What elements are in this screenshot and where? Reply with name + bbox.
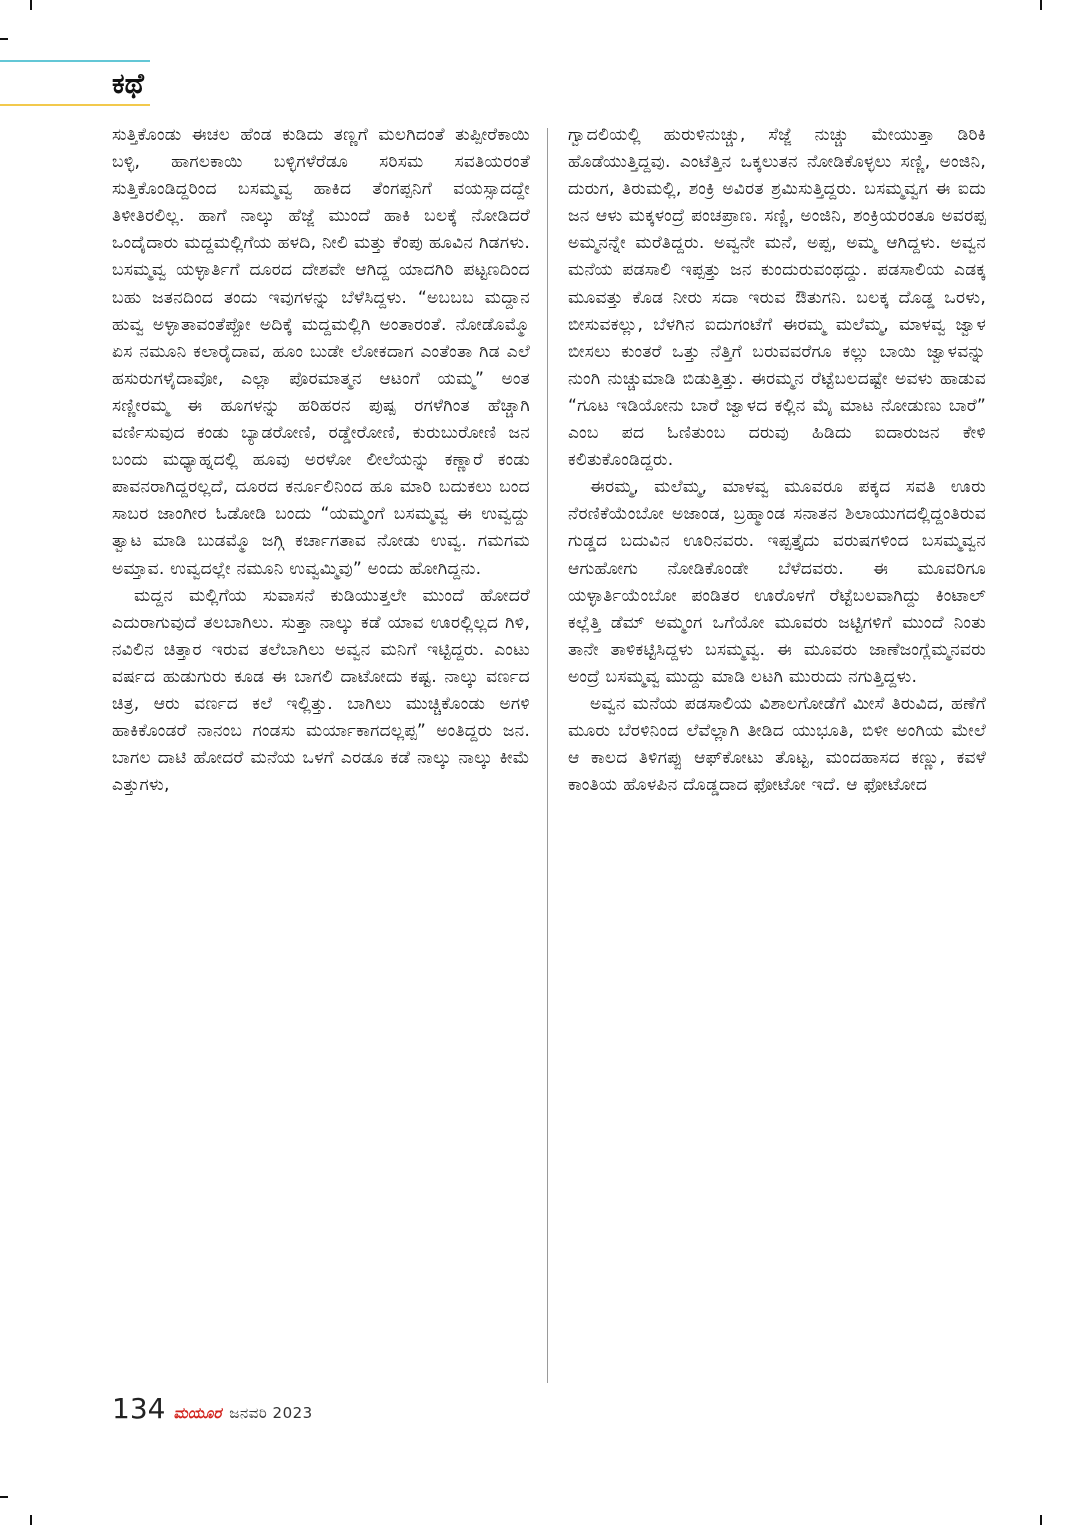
crop-mark-left-upper xyxy=(0,38,8,40)
issue-date: ಜನವರಿ 2023 xyxy=(229,1404,313,1422)
crop-mark-top-right xyxy=(1040,0,1042,10)
crop-mark-bottom-left xyxy=(30,1515,32,1525)
paragraph: ಈರಮ್ಮ, ಮಲೆಮ್ಮ, ಮಾಳವ್ವ ಮೂವರೂ ಪಕ್ಕದ ಸವತಿ ಊರು ನೆರಣಿಕೆಯೆಂಬೋ ಅಜಾಂಡ, ಬ್ರಹ್ಮಾಂಡ ಸನಾತನ ಶಿಲಾಯುಗದಲ್ಲಿದ್ದಂತಿರುವ ಗುಡ್ಡದ ಬದುವಿನ ಊರಿನವರು. ಇಪ್ಪತ್ತೈದು ವರುಷಗಳಿಂದ ಬಸಮ್ಮವ್ವನ ಆಗುಹೋಗು ನೋಡಿಕೊಂಡೇ ಬೆಳೆದವರು. ಈ ಮೂವರಿಗೂ ಯಳ್ಳಾರ್ತಿಯೆಂಬೋ ಪಂಡಿತರ ಊರೊಳಗೆ ರೆಟ್ಟೆಬಲವಾಗಿದ್ದು ಕಿಂಟಾಲ್ ಕಲ್ಲೆತ್ತಿ ಡೆಮ್ ಅಮ್ಮಂಗ ಒಗೆಯೋ ಮೂವರು ಜಟ್ಟಿಗಳಿಗೆ ಮುಂದೆ ನಿಂತು ತಾನೇ ತಾಳಿಕಟ್ಟಿಸಿದ್ದಳು ಬಸಮ್ಮವ್ವ. ಈ ಮೂವರು ಜಾಣೆಜಂಗ್ಲೆಮ್ಮನವರು ಅಂದ್ರೆ ಬಸಮ್ಮವ್ವ ಮುದ್ದು ಮಾಡಿ ಲಟಗಿ ಮುರುದು ನಗುತ್ತಿದ್ದಳು. xyxy=(568,477,986,687)
paragraph: ಗ್ವಾದಲಿಯಲ್ಲಿ ಹುರುಳಿನುಚ್ಚು, ಸೆಜ್ಜೆ ನುಚ್ಚು ಮೇಯುತ್ತಾ ಡಿರಿಕಿ ಹೊಡೆಯುತ್ತಿದ್ದವು. ಎಂಟೆತ್ತಿನ ಒಕ್ಕಲುತನ ನೋಡಿಕೊಳ್ಳಲು ಸಣ್ಣಿ, ಅಂಜಿನಿ, ದುರುಗ, ತಿರುಮಲ್ಲಿ, ಶಂಕ್ರಿ ಅವಿರತ ಶ್ರಮಿಸುತ್ತಿದ್ದರು. ಬಸಮ್ಮವ್ವಗ ಈ ಐದು ಜನ ಆಳು ಮಕ್ಕಳಂದ್ರೆ ಪಂಚಪ್ರಾಣ. ಸಣ್ಣಿ, ಅಂಜಿನಿ, ಶಂಕ್ರಿಯರಂತೂ ಅವರಪ್ಪ ಅಮ್ಮನನ್ನೇ ಮರೆತಿದ್ದರು. ಅವ್ವನೇ ಮನೆ, ಅಪ್ಪ, ಅಮ್ಮ ಆಗಿದ್ದಳು. ಅವ್ವನ ಮನೆಯ ಪಡಸಾಲಿ ಇಪ್ಪತ್ತು ಜನ ಕುಂದುರುವಂಥದ್ದು. ಪಡಸಾಲಿಯ ಎಡಕ್ಕ ಮೂವತ್ತು ಕೊಡ ನೀರು ಸದಾ ಇರುವ ಔತುಗನಿ. ಬಲಕ್ಕ ದೊಡ್ಡ ಒರಳು, ಬೀಸುವಕಲ್ಲು, ಬೆಳಗಿನ ಐದುಗಂಟೆಗೆ ಈರಮ್ಮ ಮಲೆಮ್ಮ, ಮಾಳವ್ವ ಜ್ವಾಳ ಬೀಸಲು ಕುಂತರೆ ಒತ್ತು ನೆತ್ತಿಗೆ ಬರುವವರೆಗೂ ಕಲ್ಲು ಬಾಯಿ ಜ್ವಾಳವನ್ನು ನುಂಗಿ ನುಚ್ಚುಮಾಡಿ ಬಿಡುತ್ತಿತ್ತು. ಈರಮ್ಮನ ರೆಟ್ಟೆಬಲದಷ್ಟೇ ಅವಳು ಹಾಡುವ “ಗೂಟ ಇಡಿಯೋನು ಬಾರೆ ಜ್ವಾಳದ ಕಲ್ಲಿನ ಮೈ ಮಾಟ ನೋಡುಣು ಬಾರೆ” ಎಂಬ ಪದ ಓಣಿತುಂಬ ದರುವು ಹಿಡಿದು ಐದಾರುಜನ ಕೇಳಿ ಕಲಿತುಕೊಂಡಿದ್ದರು. xyxy=(568,125,986,471)
right-column xyxy=(568,122,986,799)
paragraph: ಸುತ್ತಿಕೊಂಡು ಈಚಲ ಹೆಂಡ ಕುಡಿದು ತಣ್ಣಗೆ ಮಲಗಿದಂತೆ ತುಪ್ಪೀರೆಕಾಯಿ ಬಳ್ಳಿ, ಹಾಗಲಕಾಯಿ ಬಳ್ಳಿಗಳೆರೆಡೂ ಸರಿಸಮ ಸವತಿಯರಂತೆ ಸುತ್ತಿಕೊಂಡಿದ್ದರಿಂದ ಬಸಮ್ಮವ್ವ ಹಾಕಿದ ತೆಂಗಪ್ಪನಿಗೆ ವಯಸ್ಸಾದದ್ದೇ ತಿಳೀತಿರಲಿಲ್ಲ. ಹಾಗೆ ನಾಲ್ಕು ಹೆಜ್ಜೆ ಮುಂದೆ ಹಾಕಿ ಬಲಕ್ಕೆ ನೋಡಿದರೆ ಒಂದೈದಾರು ಮದ್ದಮಲ್ಲಿಗೆಯ ಹಳದಿ, ನೀಲಿ ಮತ್ತು ಕೆಂಪು ಹೂವಿನ ಗಿಡಗಳು. ಬಸಮ್ಮವ್ವ ಯಳ್ಳಾರ್ತಿಗೆ ದೂರದ ದೇಶವೇ ಆಗಿದ್ದ ಯಾದಗಿರಿ ಪಟ್ಟಣದಿಂದ ಬಹು ಜತನದಿಂದ ತಂದು ಇವುಗಳನ್ನು ಬೆಳೆಸಿದ್ದಳು. “ಅಬಬಬ ಮದ್ದಾನ ಹುವ್ವ ಅಳ್ಳಾತಾವಂತೆಪ್ಪೋ ಅದಿಕ್ಕೆ ಮದ್ದಮಲ್ಲಿಗಿ ಅಂತಾರಂತೆ. ನೋಡೊಮ್ಮೊ ಏಸ ನಮೂನಿ ಕಲಾರೈದಾವ, ಹೂಂ ಬುಡೇ ಲೋಕದಾಗ ಎಂತೆಂತಾ ಗಿಡ ಎಲೆ ಹಸುರುಗಳೈದಾವೋ, ಎಲ್ಲಾ ಪೊರಮಾತ್ಮನ ಆಟಂಗೆ ಯಮ್ಮ” ಅಂತ ಸಣ್ಣೀರಮ್ಮ ಈ ಹೂಗಳನ್ನು ಹರಿಹರನ ಪುಷ್ಪ ರಗಳೆಗಿಂತ ಹೆಚ್ಚಾಗಿ ವರ್ಣಿಸುವುದ ಕಂಡು ಬ್ಯಾಡರೋಣಿ, ರಡ್ಡೇರೋಣಿ, ಕುರುಬುರೋಣಿ ಜನ ಬಂದು ಮಧ್ಯಾಹ್ನದಲ್ಲಿ ಹೂವು ಅರಳೋ ಲೀಲೆಯನ್ನು ಕಣ್ಣಾರೆ ಕಂಡು ಪಾವನರಾಗಿದ್ದರಲ್ಲದೆ, ದೂರದ ಕರ್ನೂಲಿನಿಂದ ಹೂ ಮಾರಿ ಬದುಕಲು ಬಂದ ಸಾಬರ ಜಾಂಗೀರ ಓಡೋಡಿ ಬಂದು “ಯಮ್ಮಂಗೆ ಬಸಮ್ಮವ್ವ ಈ ಉವ್ವದ್ದು ತ್ವಾಟ ಮಾಡಿ ಬುಡಮ್ಮೊ ಜಗ್ಗಿ ಕರ್ಚಾಗತಾವ ನೋಡು ಉವ್ವ. ಗಮಗಮ ಅಮ್ತಾವ. ಉವ್ವದಲ್ಲೇ ನಮೂನಿ ಉವ್ವಮ್ಮಿವು” ಅಂದು ಹೋಗಿದ್ದನು. xyxy=(112,125,530,579)
left-column xyxy=(112,122,530,799)
magazine-logo: ಮಯೂರ xyxy=(173,1404,222,1422)
header-rule-yellow xyxy=(0,104,150,106)
crop-mark-left-lower xyxy=(0,1496,8,1498)
paragraph: ಅವ್ವನ ಮನೆಯ ಪಡಸಾಲಿಯ ವಿಶಾಲಗೋಡೆಗೆ ಮೀಸೆ ತಿರುವಿದ, ಹಣೆಗೆ ಮೂರು ಬೆರಳಿನಿಂದ ಲೆವೆಲ್ಲಾಗಿ ತೀಡಿದ ಯುಭೂತಿ, ಬಿಳೀ ಅಂಗಿಯ ಮೇಲೆ ಆ ಕಾಲದ ತಿಳಿಗಪ್ಪು ಆಫ್‌ಕೋಟು ತೊಟ್ಟ, ಮಂದಹಾಸದ ಕಣ್ಣು, ಕವಳೆ ಕಾಂತಿಯ ಹೊಳಪಿನ ದೊಡ್ಡದಾದ ಫೋಟೋ ಇದೆ. ಆ ಫೋಟೋದ xyxy=(568,693,986,796)
page-number: 134 xyxy=(112,1392,166,1425)
page-footer xyxy=(112,1392,313,1432)
crop-mark-bottom-right xyxy=(1040,1515,1042,1525)
section-title: ಕಥೆ xyxy=(112,67,144,100)
crop-mark-top-left xyxy=(30,0,32,10)
header-rule-teal xyxy=(0,60,150,62)
column-divider xyxy=(547,128,548,1383)
paragraph: ಮದ್ದನ ಮಲ್ಲಿಗೆಯ ಸುವಾಸನೆ ಕುಡಿಯುತ್ತಲೇ ಮುಂದೆ ಹೋದರೆ ಎದುರಾಗುವುದೆ ತಲಬಾಗಿಲು. ಸುತ್ತಾ ನಾಲ್ಕು ಕಡೆ ಯಾವ ಊರಲ್ಲಿಲ್ಲದ ಗಿಳಿ, ನವಿಲಿನ ಚಿತ್ತಾರ ಇರುವ ತಲೆಬಾಗಿಲು ಅವ್ವನ ಮನಿಗೆ ಇಟ್ಟಿದ್ದರು. ಎಂಟು ವರ್ಷದ ಹುಡುಗುರು ಕೂಡ ಈ ಬಾಗಲಿ ದಾಟೋದು ಕಷ್ಟ. ನಾಲ್ಕು ವರ್ಣದ ಚಿತ್ರ, ಆರು ವರ್ಣದ ಕಲೆ ಇಲ್ಲಿತ್ತು. ಬಾಗಿಲು ಮುಚ್ಚಿಕೊಂಡು ಅಗಳಿ ಹಾಕಿಕೊಂಡರೆ ನಾನಂಬ ಗಂಡಸು ಮರ್ಯಾಕಾಗದಲ್ಲಪ್ಪ” ಅಂತಿದ್ದರು ಜನ. ಬಾಗಲ ದಾಟಿ ಹೋದರೆ ಮನೆಯ ಒಳಗೆ ಎರಡೂ ಕಡೆ ನಾಲ್ಕು ನಾಲ್ಕು ಕೀಮೆ ಎತ್ತುಗಳು, xyxy=(112,585,530,796)
